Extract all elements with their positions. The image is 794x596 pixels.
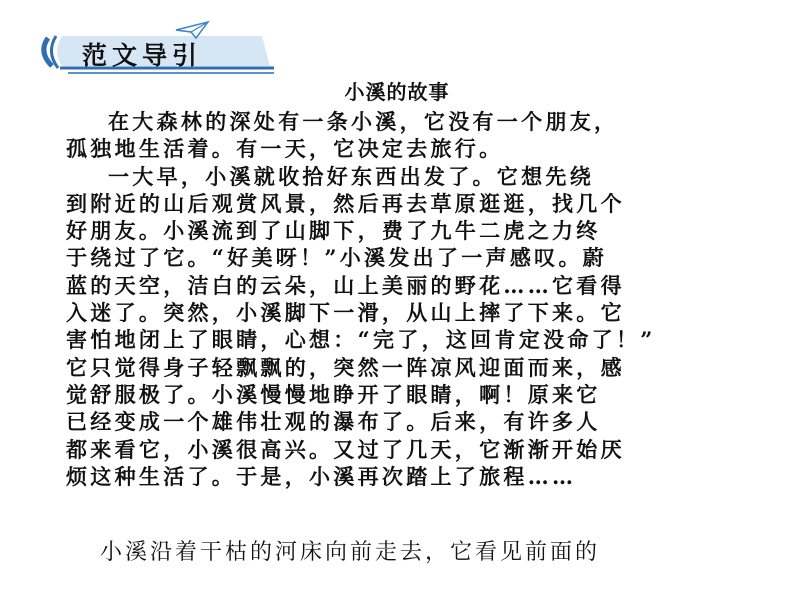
body-line: 烦这种生活了。于是，小溪再次踏上了旅程…… xyxy=(66,463,577,489)
body-line: 入迷了。突然，小溪脚下一滑，从山上摔了下来。它 xyxy=(66,300,625,326)
body-line: 已经变成一个雄伟壮观的瀑布了。后来，有许多人 xyxy=(66,409,601,435)
body-line: 于绕过了它。“好美呀！”小溪发出了一声感叹。蔚 xyxy=(66,245,608,271)
article-body xyxy=(66,108,786,490)
body-line: 到附近的山后观赏风景，然后再去草原逛逛，找几个 xyxy=(66,190,625,216)
section-title: 范文导引 xyxy=(82,41,203,70)
body-line: 它只觉得身子轻飘飘的，突然一阵凉风迎面而来，感 xyxy=(66,354,625,380)
body-line: 蓝的天空，洁白的云朵，山上美丽的野花……它看得 xyxy=(66,272,625,298)
body-line: 一大早，小溪就收拾好东西出发了。它想先绕 xyxy=(108,163,594,189)
body-line: 在大森林的深处有一条小溪，它没有一个朋友， xyxy=(108,109,619,134)
continuation-line: 小溪沿着干枯的河床向前走去，它看见前面的 xyxy=(100,540,601,565)
body-line: 觉舒服极了。小溪慢慢地睁开了眼睛，啊！原来它 xyxy=(66,381,601,407)
body-line: 孤独地生活着。有一天，它决定去旅行。 xyxy=(66,136,504,162)
body-line: 都来看它，小溪很高兴。又过了几天，它渐渐开始厌 xyxy=(66,436,625,462)
section-badge xyxy=(38,20,278,80)
article-title: 小溪的故事 xyxy=(344,80,450,104)
body-line: 好朋友。小溪流到了山脚下，费了九牛二虎之力终 xyxy=(66,218,601,244)
body-line: 害怕地闭上了眼睛，心想：“完了，这回肯定没命了！” xyxy=(66,327,656,353)
